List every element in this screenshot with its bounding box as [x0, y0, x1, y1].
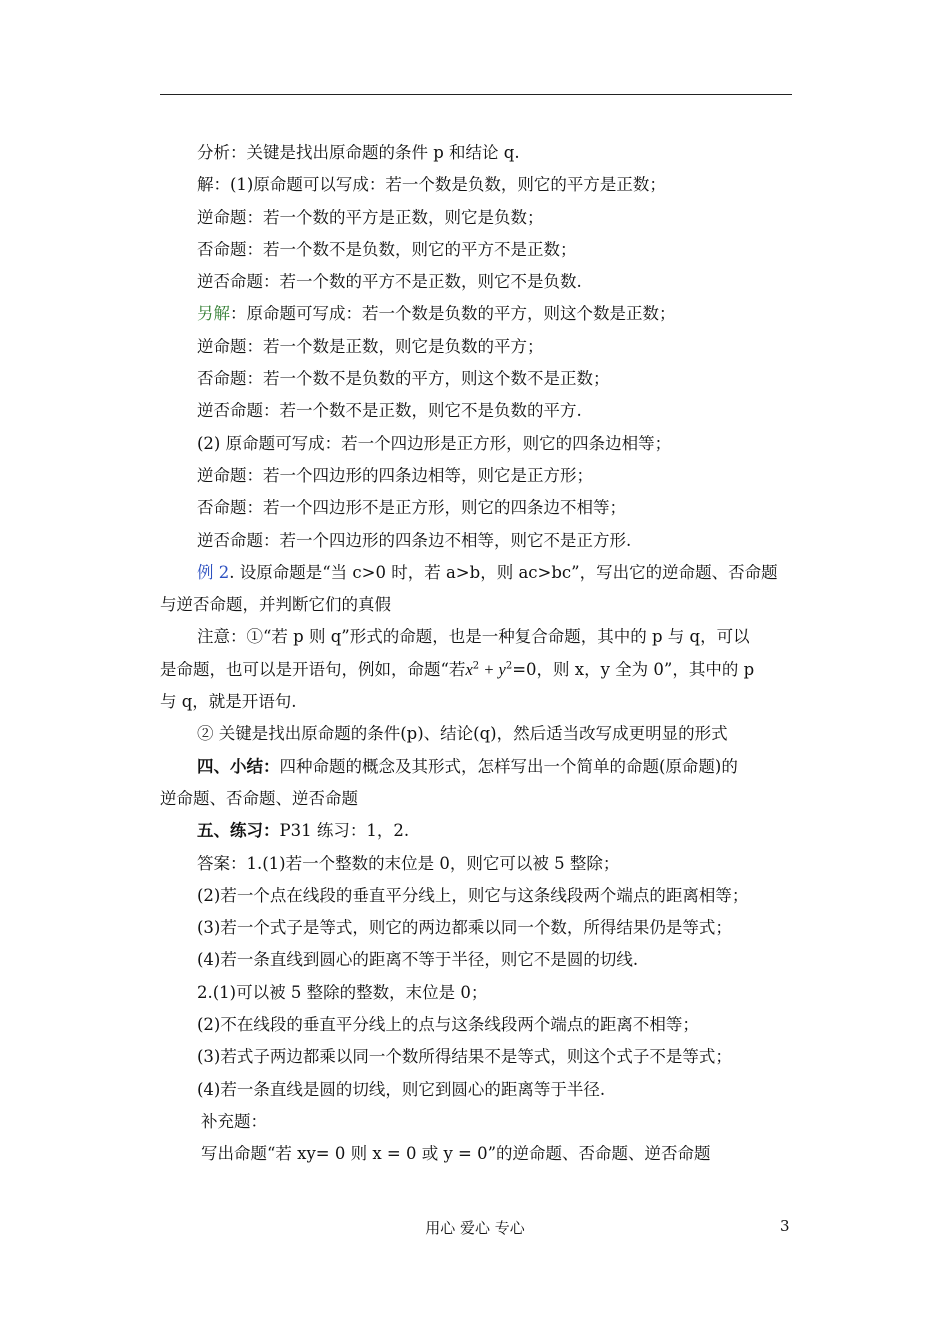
summary-text: 四种命题的概念及其形式，怎样写出一个简单的命题(原命题)的 — [279, 756, 738, 776]
answer-line-5: 2.(1)可以被 5 整除的整数，末位是 0； — [197, 982, 488, 1002]
answer-line-7: (3)若式子两边都乘以同一个数所得结果不是等式，则这个式子不是等式； — [197, 1047, 732, 1067]
header-rule — [160, 94, 792, 95]
exercise-label: 五、练习： — [197, 821, 280, 841]
summary-cont: 逆命题、否命题、逆否命题 — [160, 788, 358, 808]
answer-line-3: (3)若一个式子是等式，则它的两边都乘以同一个数，所得结果仍是等式； — [197, 918, 732, 938]
alt-solution-label: 另解 — [197, 304, 230, 324]
supplement-label: 补充题： — [201, 1111, 267, 1131]
document-body — [160, 137, 800, 1171]
answer-line-8: (4)若一条直线是圆的切线，则它到圆心的距离等于半径. — [197, 1079, 606, 1099]
page-number: 3 — [780, 1217, 790, 1235]
solution-line-1: 解：(1)原命题可以写成：若一个数是负数，则它的平方是正数； — [197, 175, 666, 195]
math-plus: + — [479, 659, 499, 679]
contrapositive-line-3: 逆否命题：若一个四边形的四条边不相等，则它不是正方形. — [197, 530, 632, 550]
note-line-2 — [160, 654, 800, 686]
note-text-b: =0，则 x，y 全为 0”，其中的 p — [512, 659, 755, 679]
converse-line-1: 逆命题：若一个数的平方是正数，则它是负数； — [197, 207, 544, 227]
exercise-line — [160, 815, 800, 847]
exercise-text: P31 练习：1，2. — [279, 821, 410, 841]
answer-line-2: (2)若一个点在线段的垂直平分线上，则它与这条线段两个端点的距离相等； — [197, 885, 749, 905]
math-exp-y: 2 — [505, 660, 513, 672]
inverse-line-3: 否命题：若一个四边形不是正方形，则它的四条边不相等； — [197, 498, 626, 518]
analysis-line: 分析：关键是找出原命题的条件 p 和结论 q. — [197, 143, 520, 162]
example-2-cont: 与逆否命题，并判断它们的真假 — [160, 595, 391, 615]
example-2-text: . 设原命题是“当 c>0 时，若 a>b，则 ac>bc”，写出它的逆命题、否命题 — [229, 562, 778, 582]
inverse-line-2: 否命题：若一个数不是负数的平方，则这个数不是正数； — [197, 369, 610, 389]
page-footer — [0, 1217, 950, 1241]
alt-solution-line — [160, 298, 800, 330]
note-line-1: 注意：①“若 p 则 q”形式的命题，也是一种复合命题，其中的 p 与 q，可以 — [197, 627, 750, 647]
inverse-line-1: 否命题：若一个数不是负数，则它的平方不是正数； — [197, 239, 577, 259]
answer-line-1: 答案：1.(1)若一个整数的末位是 0，则它可以被 5 整除； — [197, 853, 620, 873]
solution-line-2: (2) 原命题可写成：若一个四边形是正方形，则它的四条边相等； — [197, 433, 672, 453]
summary-line — [160, 751, 800, 783]
math-x: x — [465, 659, 473, 679]
note-text-a: 是命题，也可以是开语句，例如，命题“若 — [160, 659, 466, 679]
summary-label: 四、小结： — [197, 756, 280, 776]
converse-line-2: 逆命题：若一个数是正数，则它是负数的平方； — [197, 336, 544, 356]
answer-line-6: (2)不在线段的垂直平分线上的点与这条线段两个端点的距离不相等； — [197, 1015, 699, 1035]
contrapositive-line-2: 逆否命题：若一个数不是正数，则它不是负数的平方. — [197, 401, 582, 421]
example-2-line — [160, 557, 800, 589]
example-2-label: 例 2 — [197, 562, 230, 582]
alt-solution-text: ：原命题可写成：若一个数是负数的平方，则这个数是正数； — [230, 304, 676, 324]
note-line-4: ② 关键是找出原命题的条件(p)、结论(q)，然后适当改写成更明显的形式 — [197, 724, 728, 744]
supplement-question: 写出命题“若 xy= 0 则 x = 0 或 y = 0”的逆命题、否命题、逆否命题 — [201, 1144, 711, 1164]
math-exp-x: 2 — [472, 660, 480, 672]
converse-line-3: 逆命题：若一个四边形的四条边相等，则它是正方形； — [197, 465, 593, 485]
answer-line-4: (4)若一条直线到圆心的距离不等于半径，则它不是圆的切线. — [197, 950, 639, 970]
contrapositive-line-1: 逆否命题：若一个数的平方不是正数，则它不是负数. — [197, 272, 582, 292]
note-line-3: 与 q，就是开语句. — [160, 692, 297, 712]
footer-motto: 用心 爱心 专心 — [425, 1219, 525, 1237]
math-y: y — [498, 659, 506, 679]
